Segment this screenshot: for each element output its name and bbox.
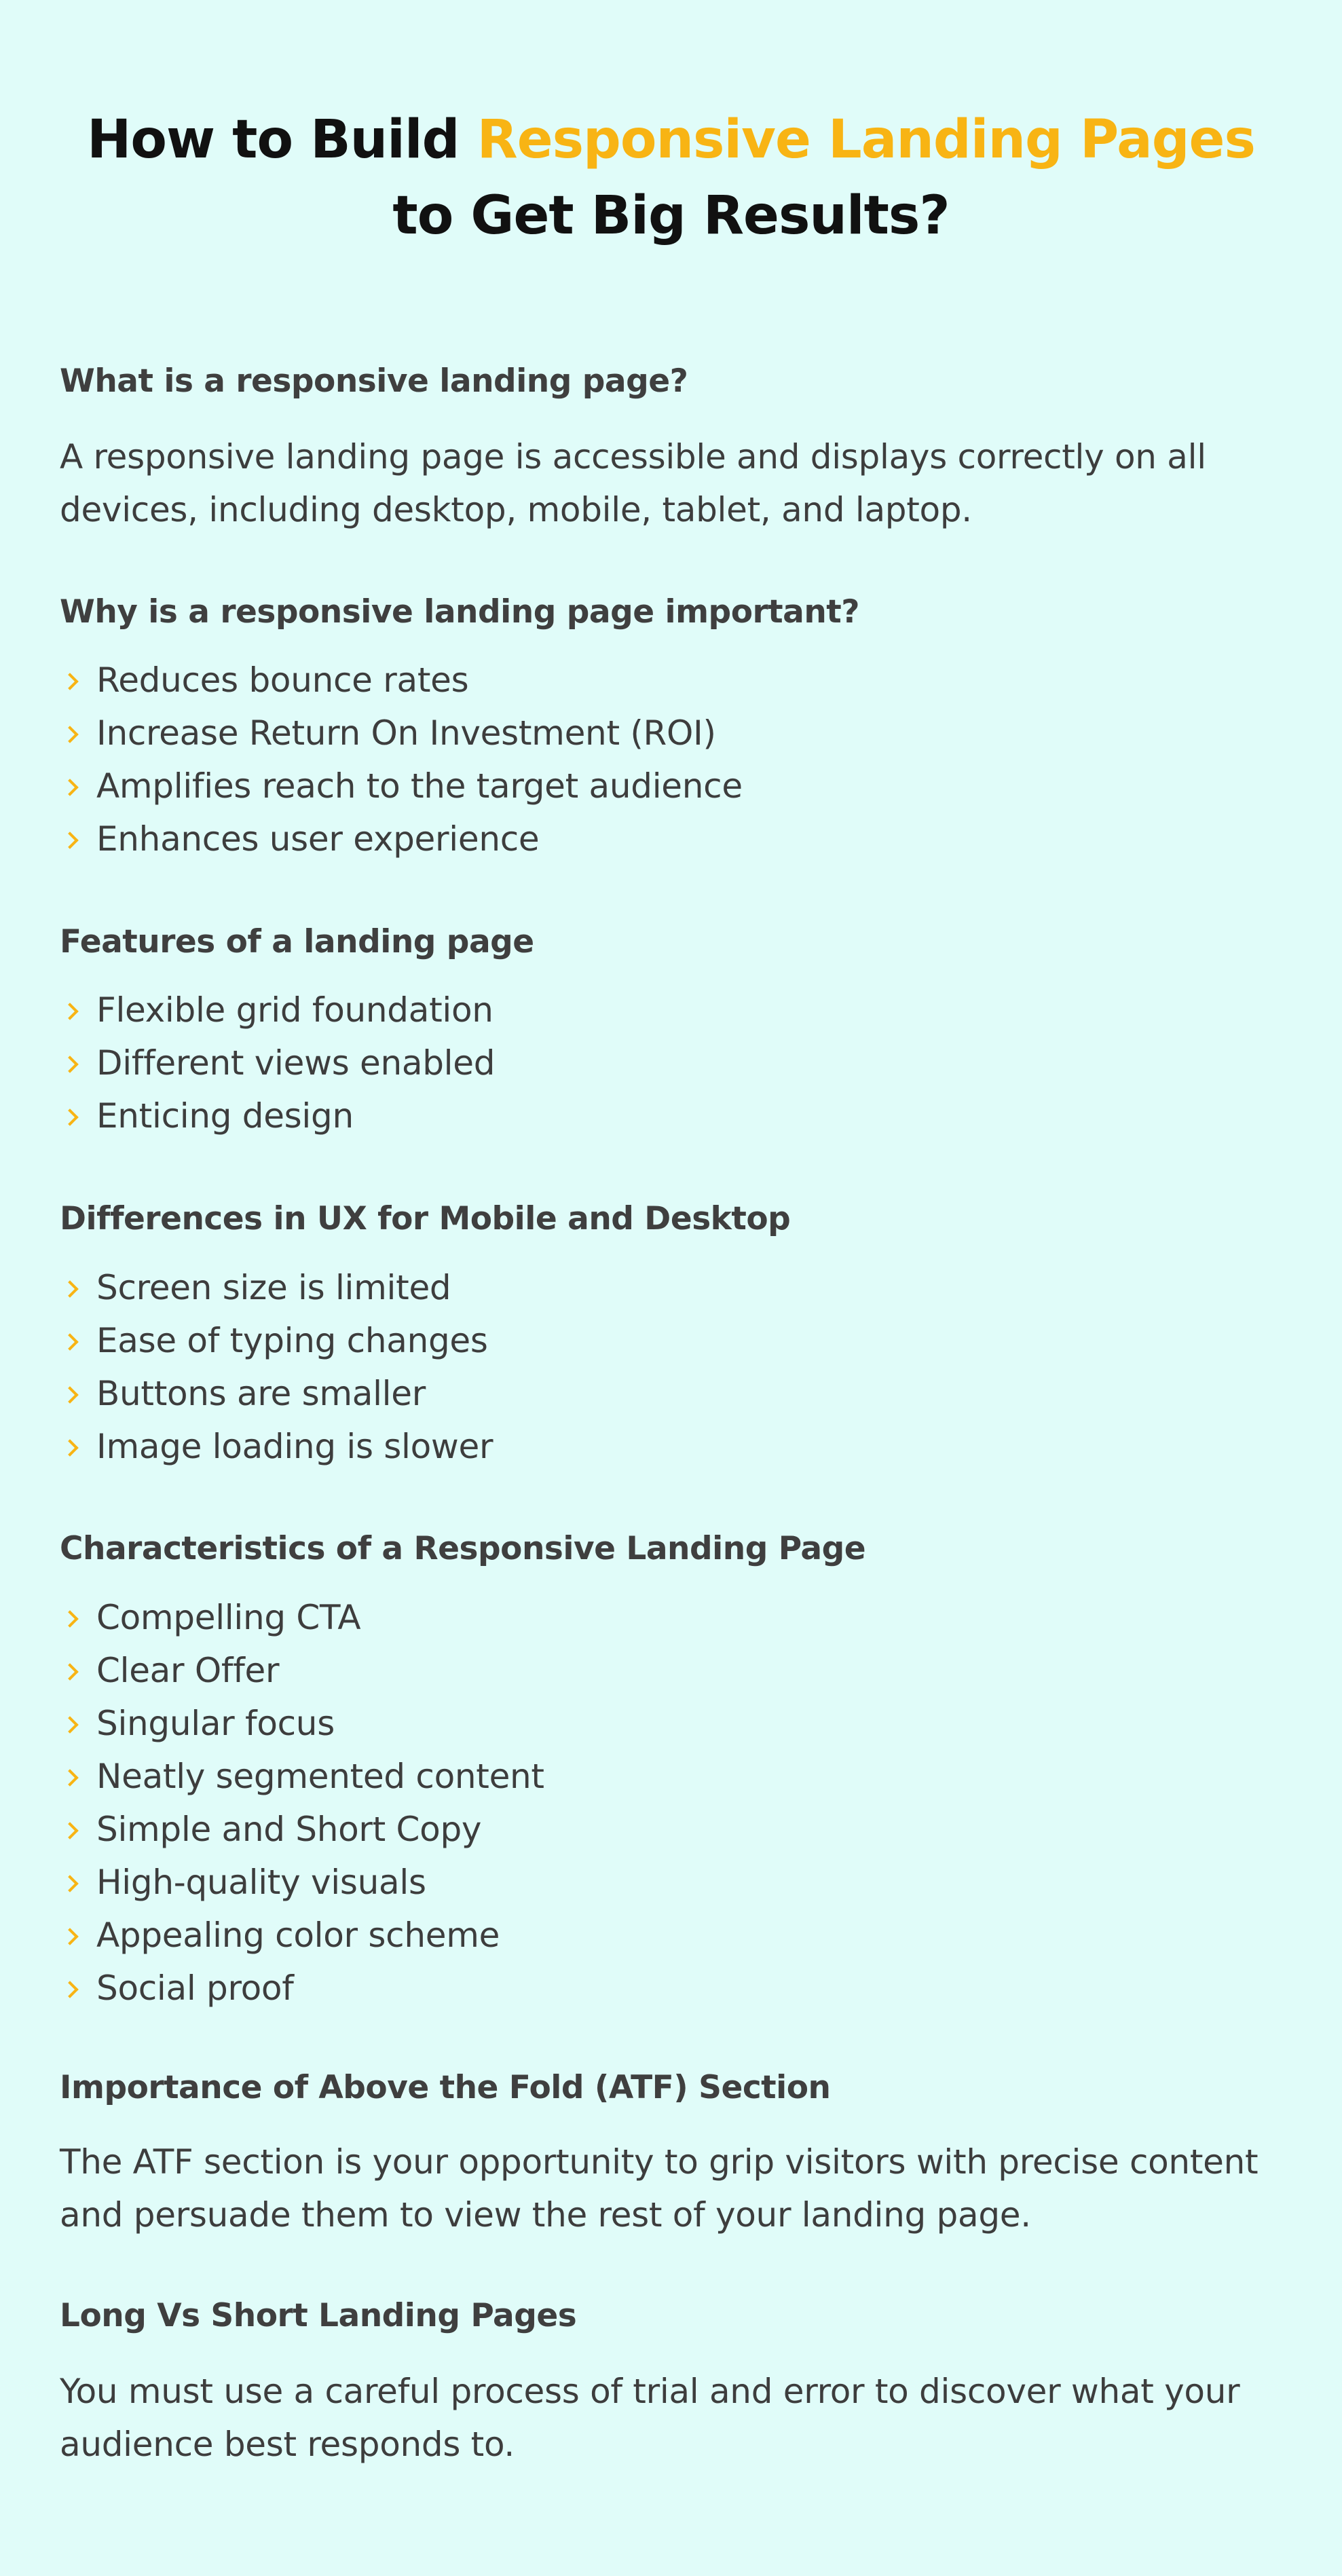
list-item [60,1591,544,1644]
list-item [60,654,743,707]
list-item-label: Reduces bounce rates [96,660,469,700]
section-heading-why: Why is a responsive landing page important? [60,593,860,631]
list-item-label: Enticing design [96,1096,354,1136]
section-text-atf: The ATF section is your opportunity to grip visitors with precise content and persuade them to view the rest of your landing page. [60,2142,1259,2235]
list-item-label: Singular focus [96,1704,335,1743]
chevron-right-icon [61,1769,78,1786]
list-item [60,1909,544,1962]
list-item-label: Appealing color scheme [96,1916,500,1955]
chevron-right-icon [61,1280,78,1297]
list-item [60,1962,544,2015]
list-item-label: Increase Return On Investment (ROI) [96,713,716,753]
chevron-right-icon [61,1928,78,1945]
list-item-label: Simple and Short Copy [96,1810,482,1849]
list-item [60,1089,495,1142]
list-item-label: Clear Offer [96,1651,280,1690]
list-item-label: Social proof [96,1968,294,2008]
list-item-label: Neatly segmented content [96,1757,544,1796]
list-item-label: Ease of typing changes [96,1321,488,1360]
list-item [60,760,743,813]
section-heading-differences: Differences in UX for Mobile and Desktop [60,1200,791,1237]
chevron-right-icon [61,1610,78,1627]
chevron-right-icon [61,1822,78,1839]
list-features [60,984,495,1142]
list-item [60,1420,493,1473]
list-item [60,1367,493,1420]
chevron-right-icon [61,1108,78,1125]
chevron-right-icon [61,1439,78,1456]
title-line2: to Get Big Results? [392,185,950,246]
chevron-right-icon [61,1663,78,1680]
list-item [60,1856,544,1909]
list-characteristics [60,1591,544,2015]
list-item [60,1750,544,1803]
chevron-right-icon [61,1981,78,1998]
list-item [60,1314,493,1367]
list-item-label: Flexible grid foundation [96,990,493,1030]
chevron-right-icon [61,779,78,796]
list-item [60,813,743,865]
section-heading-atf: Importance of Above the Fold (ATF) Section [60,2069,831,2106]
list-item-label: Compelling CTA [96,1598,361,1637]
chevron-right-icon [61,832,78,848]
list-item-label: Enhances user experience [96,819,540,859]
list-item-label: Buttons are smaller [96,1374,426,1413]
title-part1: How to Build [87,109,477,170]
list-differences [60,1261,493,1473]
title-block [0,0,1342,254]
list-item [60,1037,495,1089]
section-heading-long-vs-short: Long Vs Short Landing Pages [60,2297,577,2334]
chevron-right-icon [61,1716,78,1733]
list-item [60,1644,544,1697]
chevron-right-icon [61,673,78,690]
list-item-label: Image loading is slower [96,1427,493,1466]
list-item [60,984,495,1037]
chevron-right-icon [61,1056,78,1072]
chevron-right-icon [61,1333,78,1350]
chevron-right-icon [61,1003,78,1020]
list-item [60,707,743,760]
section-text-long-vs-short: You must use a careful process of trial and error to discover what your audience best responds to. [60,2372,1240,2464]
page-title [0,0,1342,254]
title-accent: Responsive Landing Pages [477,109,1255,170]
section-text-what: A responsive landing page is accessible and displays correctly on all devices, including desktop, mobile, tablet, and laptop. [60,437,1206,529]
list-item-label: High-quality visuals [96,1863,426,1902]
list-item-label: Screen size is limited [96,1268,451,1307]
list-item [60,1261,493,1314]
list-item-label: Amplifies reach to the target audience [96,766,743,806]
list-item-label: Different views enabled [96,1043,496,1083]
list-item [60,1697,544,1750]
chevron-right-icon [61,726,78,743]
section-heading-features: Features of a landing page [60,923,534,960]
chevron-right-icon [61,1386,78,1403]
list-item [60,1803,544,1856]
section-heading-what: What is a responsive landing page? [60,362,688,400]
section-heading-characteristics: Characteristics of a Responsive Landing Page [60,1530,866,1567]
chevron-right-icon [61,1875,78,1892]
list-why [60,654,743,865]
